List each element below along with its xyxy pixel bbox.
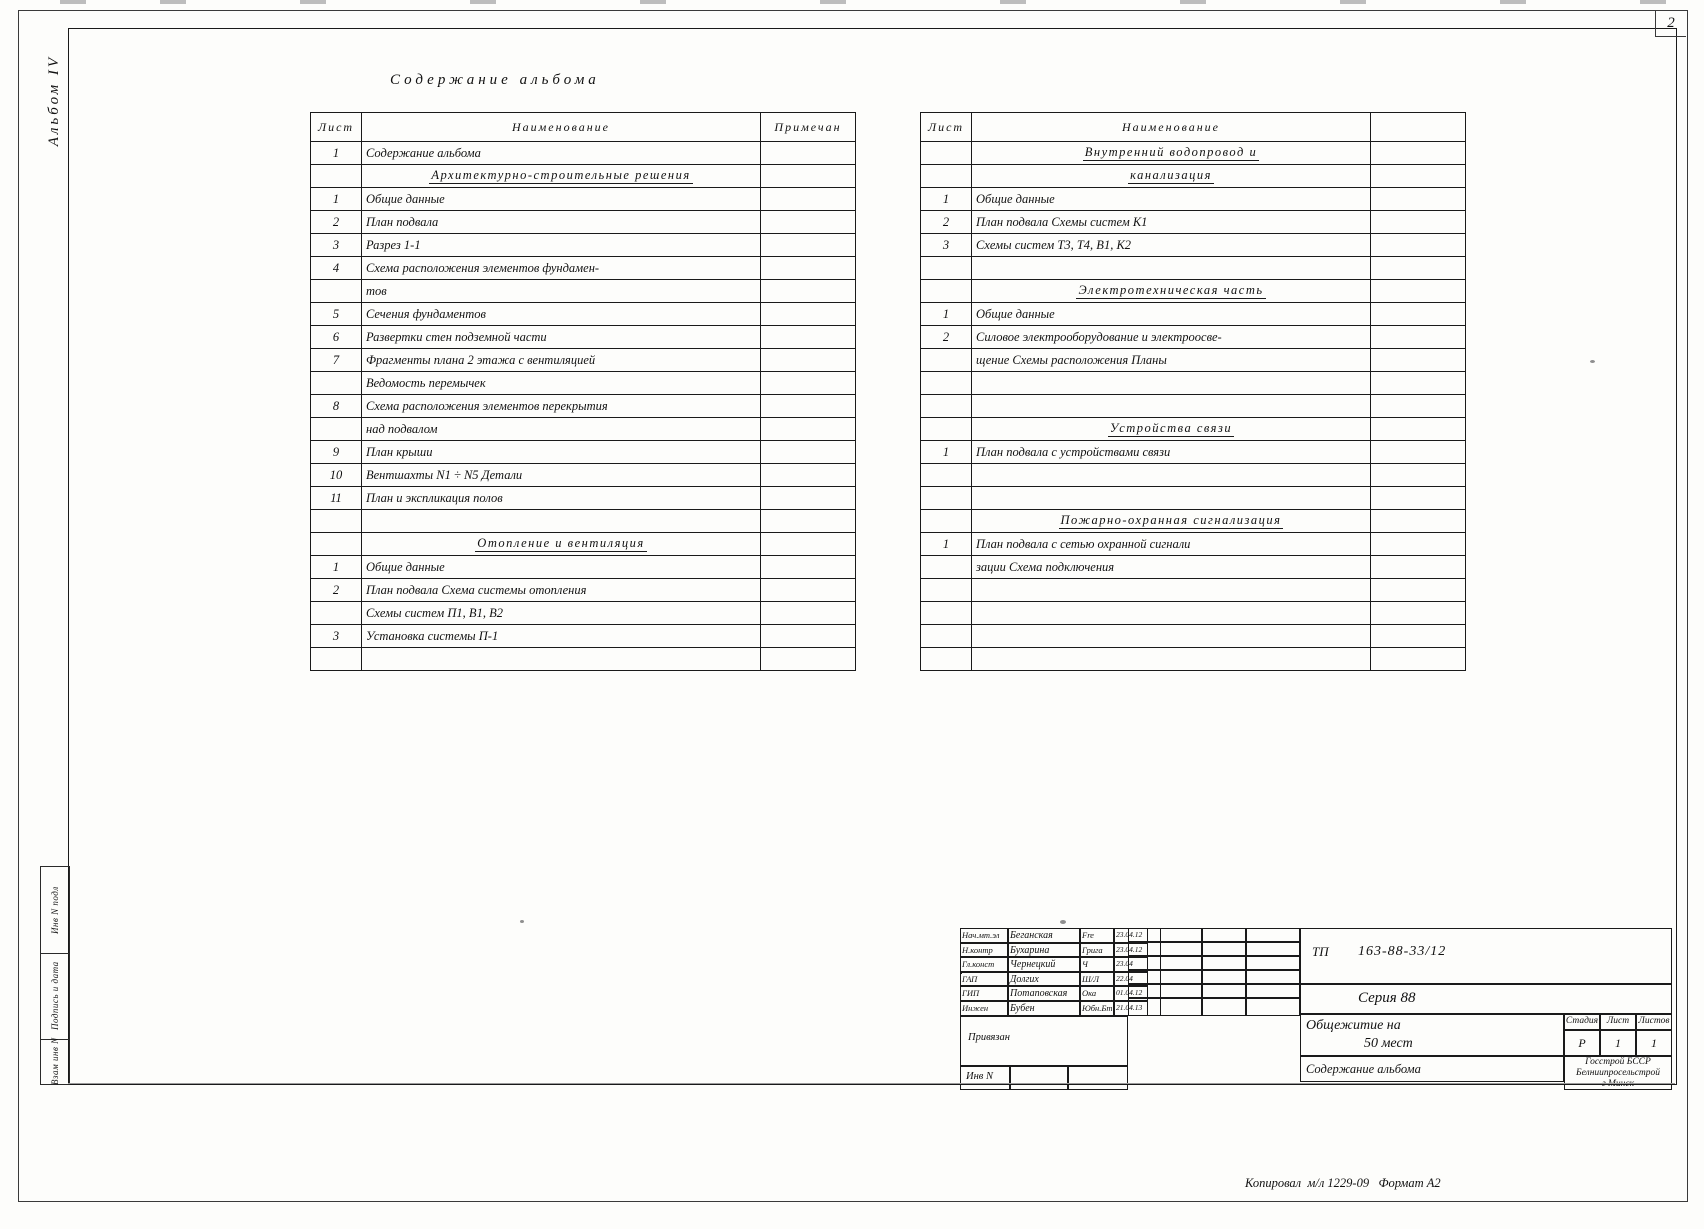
revision-col-3 xyxy=(1202,928,1246,1016)
fold-line xyxy=(68,1083,1675,1084)
toc-row-number: 2 xyxy=(921,211,972,234)
toc-table-left xyxy=(310,112,856,671)
toc-header-num: Лист xyxy=(921,113,972,142)
toc-row-number: 4 xyxy=(311,257,362,280)
toc-header-name: Наименование xyxy=(972,113,1371,142)
toc-row[interactable] xyxy=(921,464,1466,487)
stage-value: Р xyxy=(1578,1036,1586,1050)
sheets-value: 1 xyxy=(1651,1036,1657,1050)
toc-row-name xyxy=(972,372,1371,395)
toc-row-number xyxy=(921,556,972,579)
toc-row[interactable] xyxy=(921,257,1466,280)
toc-row-number: 3 xyxy=(311,625,362,648)
toc-row[interactable] xyxy=(921,280,1466,303)
toc-row-number: 10 xyxy=(311,464,362,487)
toc-row-note xyxy=(1371,188,1466,211)
toc-row-note xyxy=(761,648,856,671)
toc-row-number: 3 xyxy=(921,234,972,257)
toc-row-number: 2 xyxy=(921,326,972,349)
toc-row[interactable] xyxy=(311,257,856,280)
toc-row[interactable] xyxy=(311,303,856,326)
toc-row-number xyxy=(921,579,972,602)
toc-row-number xyxy=(921,372,972,395)
toc-row-note xyxy=(1371,556,1466,579)
inv-n-label: Инв N xyxy=(966,1071,993,1082)
stamp-date-1: 23.04.12 xyxy=(1116,944,1143,954)
toc-row[interactable] xyxy=(311,349,856,372)
code-prefix: ТП xyxy=(1312,944,1329,959)
toc-row-number xyxy=(921,257,972,280)
toc-section-heading: Внутренний водопровод и xyxy=(972,142,1371,165)
toc-row-name xyxy=(972,464,1371,487)
toc-row-name: План подвала с устройствами связи xyxy=(972,441,1371,464)
toc-row-note xyxy=(761,326,856,349)
stamp-sign-3: Ш/Л xyxy=(1082,973,1099,984)
toc-row[interactable] xyxy=(921,326,1466,349)
toc-row[interactable] xyxy=(311,165,856,188)
toc-row-name: Вентшахты N1 ÷ N5 Детали xyxy=(362,464,761,487)
toc-header-note: Примечан xyxy=(761,113,856,142)
page-number: 2 xyxy=(1667,14,1675,31)
revision-col-2 xyxy=(1160,928,1202,1016)
toc-section-heading: канализация xyxy=(972,165,1371,188)
toc-row-number: 1 xyxy=(311,556,362,579)
toc-row-name: План подвала Схема системы отопления xyxy=(362,579,761,602)
toc-row-number: 2 xyxy=(311,211,362,234)
toc-row-note xyxy=(761,579,856,602)
toc-row-note xyxy=(1371,579,1466,602)
toc-row-note xyxy=(1371,395,1466,418)
toc-row[interactable] xyxy=(311,464,856,487)
series-box xyxy=(1300,984,1672,1014)
strip-cell-vzam xyxy=(41,1039,69,1083)
toc-row[interactable] xyxy=(311,556,856,579)
toc-row-number: 5 xyxy=(311,303,362,326)
stamp-date-0: 23.04.12 xyxy=(1116,930,1143,939)
toc-row-note xyxy=(1371,165,1466,188)
toc-row[interactable] xyxy=(921,533,1466,556)
toc-row-note xyxy=(761,142,856,165)
toc-row[interactable] xyxy=(921,395,1466,418)
stamp-name-3: Долгих xyxy=(1010,973,1039,985)
org-line-3: г Минск xyxy=(1601,1079,1635,1089)
toc-row-number xyxy=(311,280,362,303)
toc-row-name: Развертки стен подземной части xyxy=(362,326,761,349)
toc-row-note xyxy=(761,441,856,464)
toc-row-number xyxy=(921,487,972,510)
toc-row-name: Ведомость перемычек xyxy=(362,372,761,395)
toc-row-note xyxy=(761,303,856,326)
toc-row-name: Схема расположения элементов перекрытия xyxy=(362,395,761,418)
toc-row-note xyxy=(761,165,856,188)
toc-row-note xyxy=(761,533,856,556)
toc-row[interactable] xyxy=(311,188,856,211)
stage-header: Стадия xyxy=(1565,1016,1599,1026)
toc-row-note xyxy=(761,510,856,533)
toc-row[interactable] xyxy=(921,648,1466,671)
toc-row-number: 3 xyxy=(311,234,362,257)
toc-section-heading: Архитектурно-строительные решения xyxy=(362,165,761,188)
toc-row-number: 7 xyxy=(311,349,362,372)
sheets-header: Листов xyxy=(1638,1016,1670,1026)
toc-row[interactable] xyxy=(921,510,1466,533)
toc-row-number xyxy=(311,372,362,395)
toc-row-name: Схемы систем П1, В1, В2 xyxy=(362,602,761,625)
toc-row-name: Схемы систем Т3, Т4, В1, К2 xyxy=(972,234,1371,257)
toc-row-name xyxy=(972,579,1371,602)
toc-row[interactable] xyxy=(311,142,856,165)
left-margin-strip xyxy=(40,866,70,1085)
toc-row-note xyxy=(1371,280,1466,303)
toc-row-number xyxy=(921,280,972,303)
page-number-box xyxy=(1655,10,1686,37)
series-value: Серия 88 xyxy=(1358,990,1416,1006)
revision-col-4 xyxy=(1246,928,1300,1016)
stamp-date-4: 01.04.12 xyxy=(1116,988,1143,998)
toc-row[interactable] xyxy=(921,188,1466,211)
toc-row[interactable] xyxy=(921,234,1466,257)
toc-row-number: 6 xyxy=(311,326,362,349)
strip-label-vzam: Взам инв N xyxy=(50,1037,60,1085)
object-name-1: Общежитие на xyxy=(1306,1018,1401,1033)
toc-row[interactable] xyxy=(311,234,856,257)
strip-label-sign: Подпись и дата xyxy=(50,961,60,1031)
toc-row[interactable] xyxy=(921,349,1466,372)
stamp-name-4: Потаповская xyxy=(1010,988,1068,1000)
toc-section-heading: Устройства связи xyxy=(972,418,1371,441)
org-line-1: Госстрой БССР xyxy=(1585,1057,1651,1067)
toc-row-name xyxy=(972,487,1371,510)
toc-row-note xyxy=(761,487,856,510)
toc-row[interactable] xyxy=(921,487,1466,510)
toc-row-name xyxy=(972,257,1371,280)
stamp-name-2: Чернецкий xyxy=(1010,959,1056,971)
toc-row[interactable] xyxy=(311,487,856,510)
toc-row-note xyxy=(761,257,856,280)
stamp-role-4: ГИП xyxy=(962,988,980,999)
toc-row-name: Содержание альбома xyxy=(362,142,761,165)
toc-row-number xyxy=(921,464,972,487)
toc-row-note xyxy=(1371,487,1466,510)
inv-val-box1 xyxy=(1010,1066,1068,1090)
toc-header-note xyxy=(1371,113,1466,142)
stamp-sign-1: Грига xyxy=(1082,944,1103,955)
stamp-role-5: Инжен xyxy=(962,1003,989,1013)
inv-val-box2 xyxy=(1068,1066,1128,1090)
toc-row-note xyxy=(761,464,856,487)
toc-row-name: План подвала Схемы систем К1 xyxy=(972,211,1371,234)
toc-row-note xyxy=(761,395,856,418)
sheet-header: Лист xyxy=(1606,1016,1630,1026)
toc-row[interactable] xyxy=(311,280,856,303)
toc-row-name: Разрез 1-1 xyxy=(362,234,761,257)
scan-speck-3 xyxy=(1590,360,1595,363)
toc-row-note xyxy=(761,280,856,303)
toc-row[interactable] xyxy=(311,372,856,395)
stamp-sign-4: Ока xyxy=(1082,988,1097,999)
toc-row-number xyxy=(311,165,362,188)
toc-row[interactable] xyxy=(921,625,1466,648)
toc-row-note xyxy=(1371,625,1466,648)
toc-row-name: Сечения фундаментов xyxy=(362,303,761,326)
strip-label-inv: Инв N подл xyxy=(50,886,60,934)
toc-row-note xyxy=(1371,510,1466,533)
toc-row-number xyxy=(921,418,972,441)
toc-row-note xyxy=(1371,303,1466,326)
toc-row[interactable] xyxy=(311,211,856,234)
toc-row[interactable] xyxy=(311,579,856,602)
toc-row-number: 1 xyxy=(311,188,362,211)
toc-row-note xyxy=(761,556,856,579)
toc-row-note xyxy=(761,349,856,372)
toc-row-note xyxy=(1371,533,1466,556)
toc-row-note xyxy=(1371,648,1466,671)
toc-row-number xyxy=(311,648,362,671)
toc-header-row xyxy=(921,113,1466,142)
toc-row[interactable] xyxy=(921,303,1466,326)
toc-row-note xyxy=(761,625,856,648)
toc-row-name: Общие данные xyxy=(972,188,1371,211)
stamp-role-2: Гл.конст xyxy=(962,959,995,970)
toc-section-heading: Отопление и вентиляция xyxy=(362,533,761,556)
toc-row-name: План подвала с сетью охранной сигнали xyxy=(972,533,1371,556)
toc-row-note xyxy=(1371,211,1466,234)
toc-row[interactable] xyxy=(921,211,1466,234)
code-box xyxy=(1300,928,1672,984)
privyazan-label: Привязан xyxy=(968,1032,1010,1043)
title-block xyxy=(960,930,1672,1090)
toc-row-note xyxy=(1371,142,1466,165)
toc-row[interactable] xyxy=(921,142,1466,165)
toc-header-name: Наименование xyxy=(362,113,761,142)
toc-row-name: План подвала xyxy=(362,211,761,234)
copy-numbers: 1229-09 xyxy=(1327,1176,1370,1190)
code-value: 163-88-33/12 xyxy=(1358,944,1447,959)
toc-row-name: над подвалом xyxy=(362,418,761,441)
toc-row-number xyxy=(311,533,362,556)
page-title: Содержание альбома xyxy=(390,72,600,88)
toc-row[interactable] xyxy=(311,395,856,418)
object-name-2: 50 мест xyxy=(1364,1036,1413,1051)
toc-row-number xyxy=(921,349,972,372)
copied-label: Копировал xyxy=(1245,1176,1302,1190)
toc-row-note xyxy=(1371,602,1466,625)
toc-row[interactable] xyxy=(921,165,1466,188)
toc-row-name xyxy=(362,648,761,671)
copy-format: Формат А2 xyxy=(1378,1176,1441,1190)
toc-row-number xyxy=(311,602,362,625)
toc-row-name xyxy=(972,648,1371,671)
doc-title: Содержание альбома xyxy=(1306,1062,1421,1076)
toc-row-number: 1 xyxy=(311,142,362,165)
sheet-value: 1 xyxy=(1615,1036,1621,1050)
toc-row[interactable] xyxy=(311,441,856,464)
toc-row-number xyxy=(921,648,972,671)
toc-row[interactable] xyxy=(921,441,1466,464)
toc-row-note xyxy=(1371,418,1466,441)
toc-row[interactable] xyxy=(921,579,1466,602)
toc-row-note xyxy=(761,418,856,441)
strip-cell-inv xyxy=(41,867,69,954)
toc-row-name: Общие данные xyxy=(362,188,761,211)
toc-section-heading: Электротехническая часть xyxy=(972,280,1371,303)
toc-row-number: 1 xyxy=(921,188,972,211)
toc-row-number: 9 xyxy=(311,441,362,464)
toc-row-note xyxy=(1371,464,1466,487)
toc-row[interactable] xyxy=(311,418,856,441)
toc-row[interactable] xyxy=(921,556,1466,579)
stamp-name-1: Бухарина xyxy=(1010,944,1050,956)
toc-row-name xyxy=(972,625,1371,648)
toc-row-number xyxy=(921,510,972,533)
toc-row-name: зации Схема подключения xyxy=(972,556,1371,579)
toc-section-heading: Пожарно-охранная сигнализация xyxy=(972,510,1371,533)
stamp-date-3: 22.04 xyxy=(1116,973,1133,983)
toc-row-number: 1 xyxy=(921,441,972,464)
toc-row-number xyxy=(311,510,362,533)
toc-row-note xyxy=(1371,441,1466,464)
toc-row-name: Схема расположения элементов фундамен- xyxy=(362,257,761,280)
toc-row-number xyxy=(921,165,972,188)
stamp-role-0: Нач.мт.эл xyxy=(962,930,1000,940)
toc-row-note xyxy=(1371,349,1466,372)
album-label: Альбом IV xyxy=(46,55,62,147)
stamp-sign-2: Ч xyxy=(1082,959,1088,970)
strip-cell-sign xyxy=(41,953,69,1040)
toc-row[interactable] xyxy=(921,418,1466,441)
stamp-sign-0: Fre xyxy=(1082,930,1094,940)
toc-row-note xyxy=(1371,257,1466,280)
stamp-date-2: 23.04 xyxy=(1116,959,1133,969)
toc-row-number xyxy=(921,602,972,625)
toc-row-note xyxy=(1371,326,1466,349)
toc-row-number: 8 xyxy=(311,395,362,418)
toc-row-name xyxy=(362,510,761,533)
toc-row-note xyxy=(1371,234,1466,257)
toc-row-name xyxy=(972,395,1371,418)
toc-row-name: Общие данные xyxy=(362,556,761,579)
toc-row-name: щение Схемы расположения Планы xyxy=(972,349,1371,372)
toc-row-name: Фрагменты плана 2 этажа с вентиляцией xyxy=(362,349,761,372)
toc-table-right xyxy=(920,112,1466,671)
toc-row[interactable] xyxy=(311,625,856,648)
copy-footer xyxy=(1245,1176,1441,1191)
toc-row-number xyxy=(921,395,972,418)
copy-mu: м/л xyxy=(1307,1176,1325,1190)
toc-row[interactable] xyxy=(311,510,856,533)
toc-row-note xyxy=(761,234,856,257)
toc-row-name: План крыши xyxy=(362,441,761,464)
toc-row-number: 1 xyxy=(921,303,972,326)
stamp-sign-5: Юбн.Бт xyxy=(1082,1003,1113,1013)
toc-row-note xyxy=(761,211,856,234)
toc-row-number: 11 xyxy=(311,487,362,510)
toc-row[interactable] xyxy=(311,648,856,671)
toc-row[interactable] xyxy=(311,533,856,556)
toc-row-note xyxy=(761,602,856,625)
toc-row-name: тов xyxy=(362,280,761,303)
scan-speck-2 xyxy=(520,920,524,923)
stamp-date-5: 21.04.13 xyxy=(1116,1003,1143,1012)
toc-row-number: 1 xyxy=(921,533,972,556)
stamp-name-5: Бубен xyxy=(1010,1003,1035,1014)
toc-row-name: Установка системы П-1 xyxy=(362,625,761,648)
toc-row-number: 2 xyxy=(311,579,362,602)
scan-edge-marks xyxy=(0,0,1704,8)
stamp-role-1: Н.контр xyxy=(962,944,993,955)
toc-row-note xyxy=(1371,372,1466,395)
scan-speck-1 xyxy=(1060,920,1066,924)
toc-row[interactable] xyxy=(921,372,1466,395)
stamp-name-0: Беганская xyxy=(1010,930,1053,941)
toc-row-name: Силовое электрооборудование и электроосве- xyxy=(972,326,1371,349)
toc-row[interactable] xyxy=(311,602,856,625)
toc-header-num: Лист xyxy=(311,113,362,142)
toc-row-name xyxy=(972,602,1371,625)
toc-row-note xyxy=(761,372,856,395)
stamp-role-3: ГАП xyxy=(962,973,978,984)
toc-row-number xyxy=(311,418,362,441)
toc-row[interactable] xyxy=(311,326,856,349)
toc-row-name: Общие данные xyxy=(972,303,1371,326)
toc-row[interactable] xyxy=(921,602,1466,625)
toc-row-number xyxy=(921,625,972,648)
org-line-2: Белниипросельстрой xyxy=(1575,1068,1661,1078)
toc-row-name: План и экспликация полов xyxy=(362,487,761,510)
toc-header-row xyxy=(311,113,856,142)
toc-row-number xyxy=(921,142,972,165)
toc-row-note xyxy=(761,188,856,211)
